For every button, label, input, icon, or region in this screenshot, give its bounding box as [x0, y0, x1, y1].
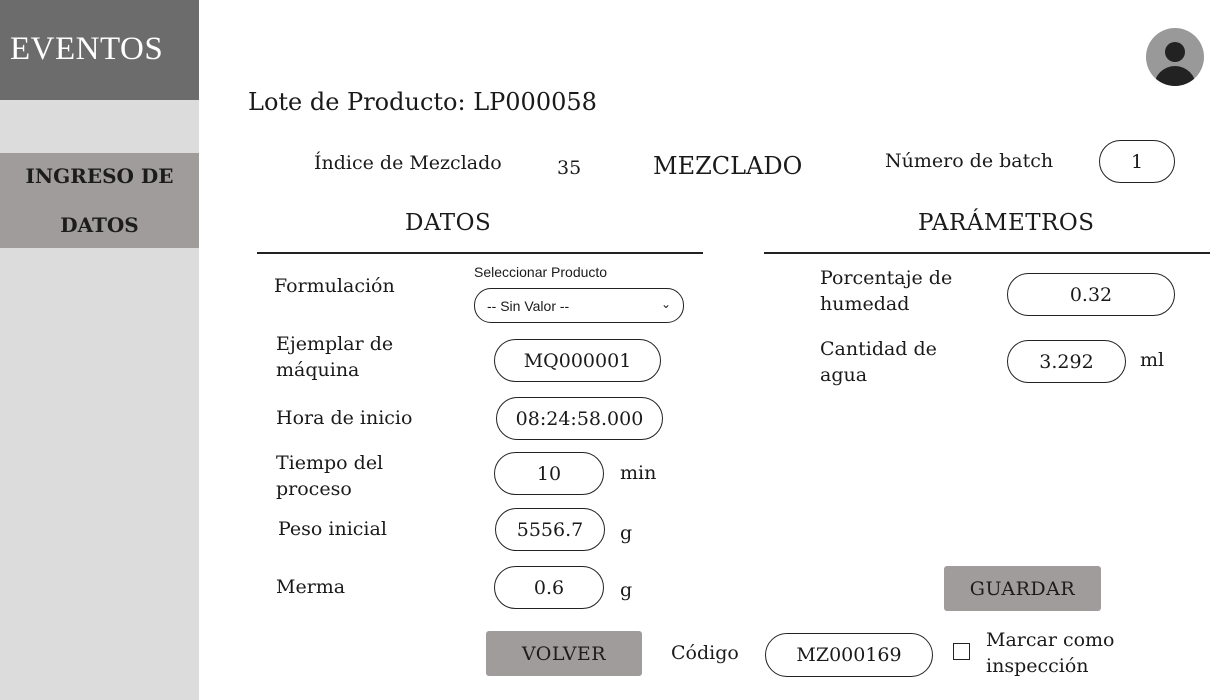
peso-label: Peso inicial: [278, 518, 387, 540]
start-time-input[interactable]: 08:24:58.000: [496, 397, 663, 440]
merma-label: Merma: [276, 576, 346, 598]
datos-section-title: DATOS: [405, 210, 492, 236]
tiempo-label: Tiempo del proceso: [276, 452, 384, 500]
sidebar-item-ingreso-de-datos[interactable]: [0, 153, 199, 248]
stage-title: MEZCLADO: [653, 152, 803, 180]
machine-input[interactable]: MQ000001: [494, 339, 661, 382]
formulacion-label: Formulación: [274, 275, 395, 297]
page-title: Lote de Producto: LP000058: [248, 88, 597, 116]
parametros-section-title: PARÁMETROS: [918, 210, 1095, 236]
hora-label: Hora de inicio: [276, 407, 413, 429]
process-time-input[interactable]: 10: [494, 452, 604, 495]
sidebar: [0, 0, 199, 700]
back-button[interactable]: VOLVER: [486, 631, 642, 676]
save-button[interactable]: GUARDAR: [944, 566, 1101, 611]
humidity-input[interactable]: 0.32: [1007, 273, 1175, 316]
parametros-divider: [764, 252, 1210, 254]
select-product-caption: Seleccionar Producto: [474, 264, 608, 280]
process-time-unit: min: [620, 462, 657, 484]
initial-weight-input[interactable]: 5556.7: [495, 508, 605, 551]
humedad-label: Porcentaje de humedad: [820, 267, 953, 315]
product-select-value: -- Sin Valor --: [487, 297, 570, 314]
water-input[interactable]: 3.292: [1007, 340, 1126, 383]
merma-input[interactable]: 0.6: [494, 566, 604, 609]
merma-unit: g: [620, 579, 633, 601]
mix-index-label: Índice de Mezclado: [314, 152, 502, 174]
initial-weight-unit: g: [620, 522, 633, 544]
sidebar-item-label-line1: INGRESO DE: [25, 163, 174, 188]
product-select[interactable]: [474, 288, 684, 323]
code-label: Código: [671, 642, 739, 664]
agua-label: Cantidad de agua: [820, 338, 937, 386]
ejemplar-label: Ejemplar de máquina: [276, 333, 394, 381]
user-avatar-icon[interactable]: [1146, 28, 1204, 86]
mix-index-value: 35: [557, 157, 582, 179]
app-brand: EVENTOS: [0, 0, 199, 100]
datos-divider: [257, 252, 703, 254]
batch-label: Número de batch: [885, 150, 1054, 172]
inspection-checkbox[interactable]: [953, 643, 970, 660]
chevron-down-icon: ⌄: [660, 297, 671, 311]
water-unit: ml: [1140, 349, 1165, 371]
code-input[interactable]: MZ000169: [765, 633, 933, 677]
sidebar-item-label-line2: DATOS: [60, 212, 139, 237]
batch-input[interactable]: 1: [1099, 140, 1175, 183]
inspection-label: Marcar como inspección: [986, 629, 1115, 677]
